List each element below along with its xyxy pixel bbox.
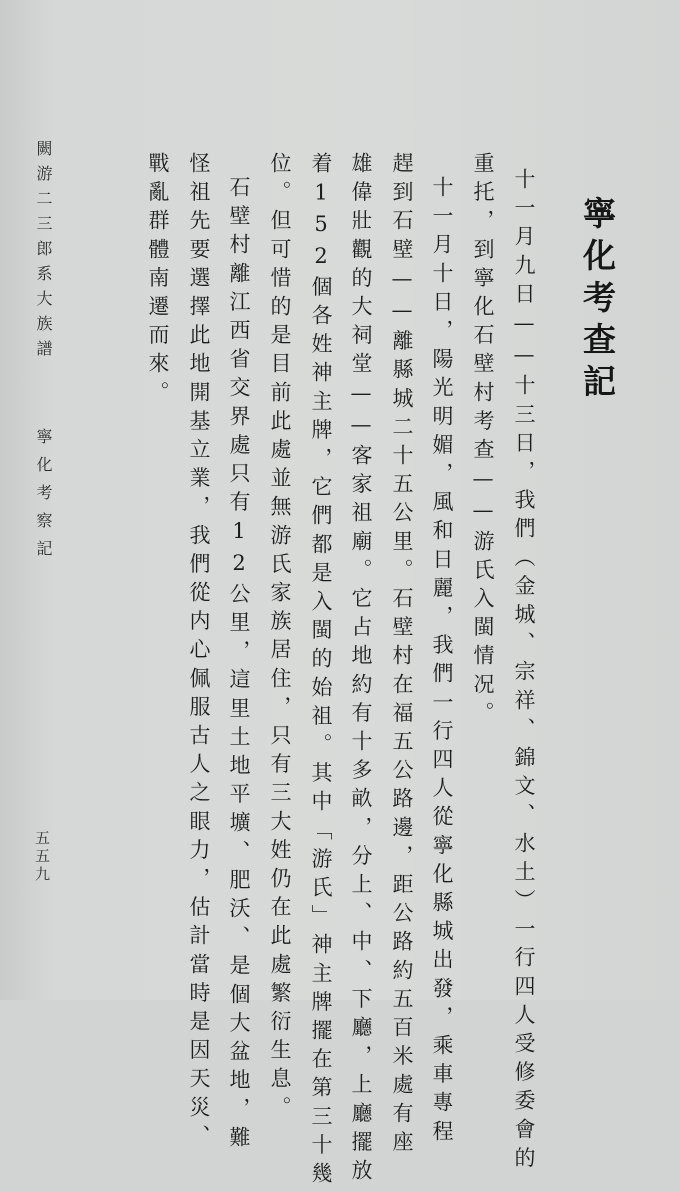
body-line-10: 戰亂群體南遷而來。 <box>146 152 170 410</box>
body-line-4: 趕到石壁——離縣城二十五公里。石壁村在福五公路邊，距公路約五百米處有座 <box>390 152 414 1159</box>
body-line-7: 位。但可惜的是目前此處並無游氏家族居住，只有三大姓仍在此處繁衍生息。 <box>268 152 292 1125</box>
body-line-5: 雄偉壯觀的大祠堂——客家祖廟。它占地約有十多畝，分上、中、下廳，上廳擺放 <box>349 152 373 1188</box>
body-line-2: 重托，到寧化石壁村考查——游氏入閩情况。 <box>471 152 495 730</box>
body-line-8: 石壁村離江西省交界處只有12公里，這里土地平壙、肥沃、是個大盆地，難 <box>227 176 251 1155</box>
article-title: 寧化考查記 <box>578 196 617 406</box>
body-line-6: 着152個各姓神主牌，它們都是入閩的始祖。其中「游氏」神主牌擺在第三十幾 <box>309 152 333 1191</box>
body-line-1: 十一月九日——十三日，我們（金城、宗祥、錦文、水土）一行四人受修委會的 <box>512 168 536 1175</box>
page-number: 五五九 <box>33 830 51 884</box>
running-head-chapter-title: 寧化考察記 <box>34 428 53 568</box>
body-line-9: 怪祖先要選擇此地開基立業，我們從内心佩服古人之眼力，估計當時是因天災、 <box>187 152 211 1153</box>
body-line-3: 十一月十日，陽光明媚，風和日麗，我們一行四人從寧化縣城出發，乘車專程 <box>430 176 454 1149</box>
running-head-book-title: 闕游二三郎系大族譜 <box>34 140 53 365</box>
